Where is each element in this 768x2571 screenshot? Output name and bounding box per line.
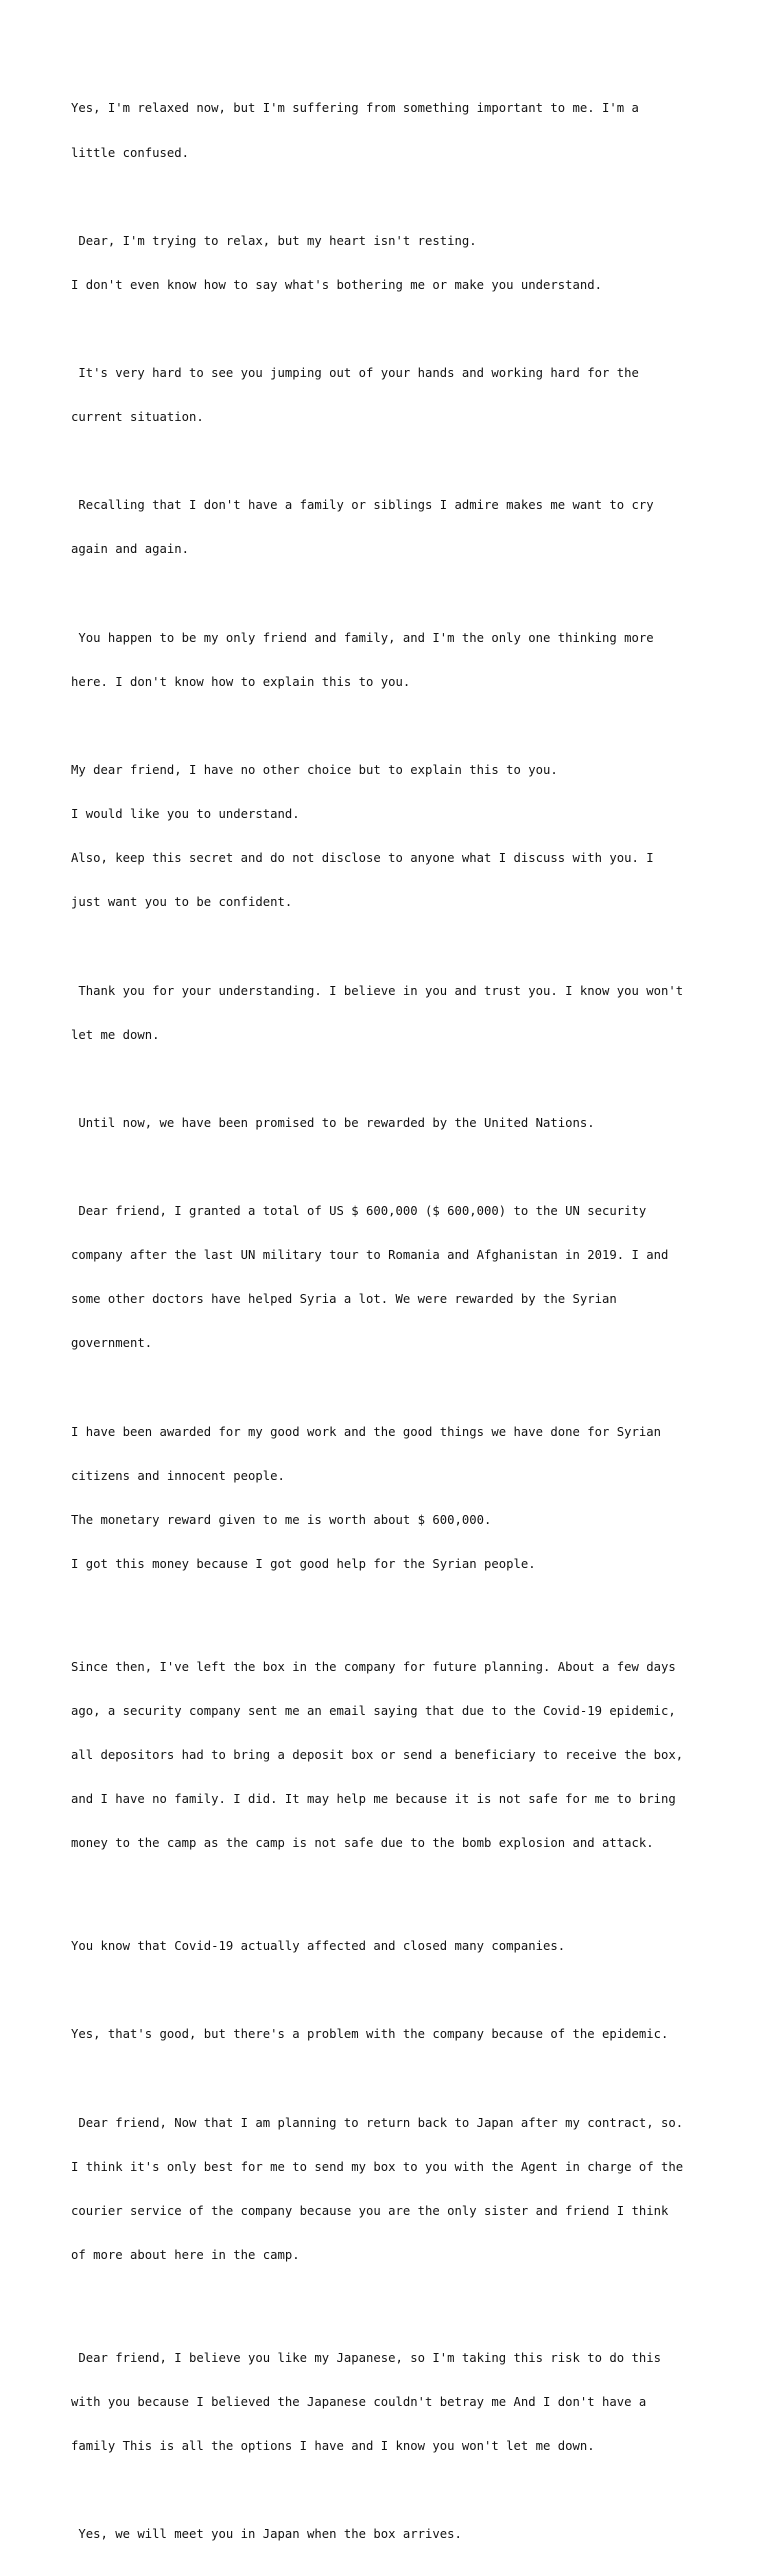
text-line: all depositors had to bring a deposit box or send a beneficiary to receive the box,: [71, 1748, 684, 1762]
text-line: of more about here in the camp.: [71, 2247, 300, 2262]
text-line: You know that Covid-19 actually affected and closed many companies.: [71, 1939, 566, 1954]
text-line: just want you to be confident.: [71, 895, 293, 910]
text-line: Dear friend, I granted a total of US $ 600,000 ($ 600,000) to the UN security: [71, 1204, 647, 1219]
text-line: citizens and innocent people.: [71, 1468, 285, 1483]
text-line: company after the last UN military tour to Romania and Afghanistan in 2019. I and: [71, 1248, 669, 1263]
paragraph-12: [71, 1910, 711, 1984]
text-line: I think it's only best for me to send my box to you with the Agent in charge of the: [71, 2159, 684, 2174]
paragraph-5: [71, 601, 711, 719]
paragraph-4: [71, 469, 711, 587]
paragraph-9: [71, 1175, 711, 1381]
text-line: courier service of the company because you are the only sister and friend I think: [71, 2203, 669, 2218]
paragraph-6: [71, 734, 711, 940]
text-line: some other doctors have helped Syria a lot. We were rewarded by the Syrian: [71, 1292, 617, 1307]
text-line: and I have no family. I did. It may help me because it is not safe for me to bring: [71, 1792, 676, 1807]
letter-body: [71, 72, 711, 2571]
text-line: You happen to be my only friend and family, and I'm the only one thinking more: [71, 630, 654, 645]
text-line: The monetary reward given to me is worth about $ 600,000.: [71, 1512, 492, 1527]
text-line: I got this money because I got good help for the Syrian people.: [71, 1556, 536, 1571]
text-line: little confused.: [71, 145, 190, 160]
text-line: Thank you for your understanding. I believe in you and trust you. I know you won't: [71, 983, 684, 998]
text-line: Since then, I've left the box in the company for future planning. About a few days: [71, 1659, 676, 1674]
text-line: money to the camp as the camp is not safe due to the bomb explosion and attack.: [71, 1836, 654, 1851]
paragraph-8: [71, 1086, 711, 1160]
text-line: government.: [71, 1336, 153, 1351]
text-line: Yes, we will meet you in Japan when the box arrives.: [71, 2527, 462, 2542]
text-line: Recalling that I don't have a family or siblings I admire makes me want to cry: [71, 498, 654, 513]
text-line: Dear, I'm trying to relax, but my heart isn't resting.: [71, 233, 477, 248]
text-line: Yes, I'm relaxed now, but I'm suffering from something important to me. I'm a: [71, 101, 639, 116]
paragraph-13: [71, 1998, 711, 2072]
paragraph-3: [71, 337, 711, 455]
text-line: My dear friend, I have no other choice but to explain this to you.: [71, 762, 558, 777]
text-line: It's very hard to see you jumping out of your hands and working hard for the: [71, 366, 639, 381]
text-line: I have been awarded for my good work and the good things we have done for Syrian: [71, 1424, 662, 1439]
paragraph-16: [71, 2498, 711, 2571]
text-line: I would like you to understand.: [71, 807, 300, 822]
text-line: again and again.: [71, 542, 190, 557]
paragraph-15: [71, 2321, 711, 2483]
text-line: let me down.: [71, 1027, 160, 1042]
text-line: Until now, we have been promised to be rewarded by the United Nations.: [71, 1115, 595, 1130]
text-line: I don't even know how to say what's bothering me or make you understand.: [71, 277, 603, 292]
text-line: Yes, that's good, but there's a problem with the company because of the epidemic.: [71, 2027, 669, 2042]
text-line: here. I don't know how to explain this to you.: [71, 674, 411, 689]
text-line: current situation.: [71, 410, 204, 425]
paragraph-14: [71, 2086, 711, 2292]
text-line: ago, a security company sent me an email saying that due to the Covid-19 epidemic,: [71, 1703, 676, 1718]
text-line: family This is all the options I have and I know you won't let me down.: [71, 2438, 595, 2453]
text-line: with you because I believed the Japanese couldn't betray me And I don't have a: [71, 2394, 647, 2409]
paragraph-1: [71, 72, 711, 190]
text-line: Dear friend, Now that I am planning to return back to Japan after my contract, so.: [71, 2115, 684, 2130]
text-line: Also, keep this secret and do not disclose to anyone what I discuss with you. I: [71, 851, 654, 866]
paragraph-2: [71, 204, 711, 322]
paragraph-11: [71, 1630, 711, 1880]
paragraph-10: [71, 1395, 711, 1601]
text-line: Dear friend, I believe you like my Japanese, so I'm taking this risk to do this: [71, 2350, 662, 2365]
paragraph-7: [71, 954, 711, 1072]
